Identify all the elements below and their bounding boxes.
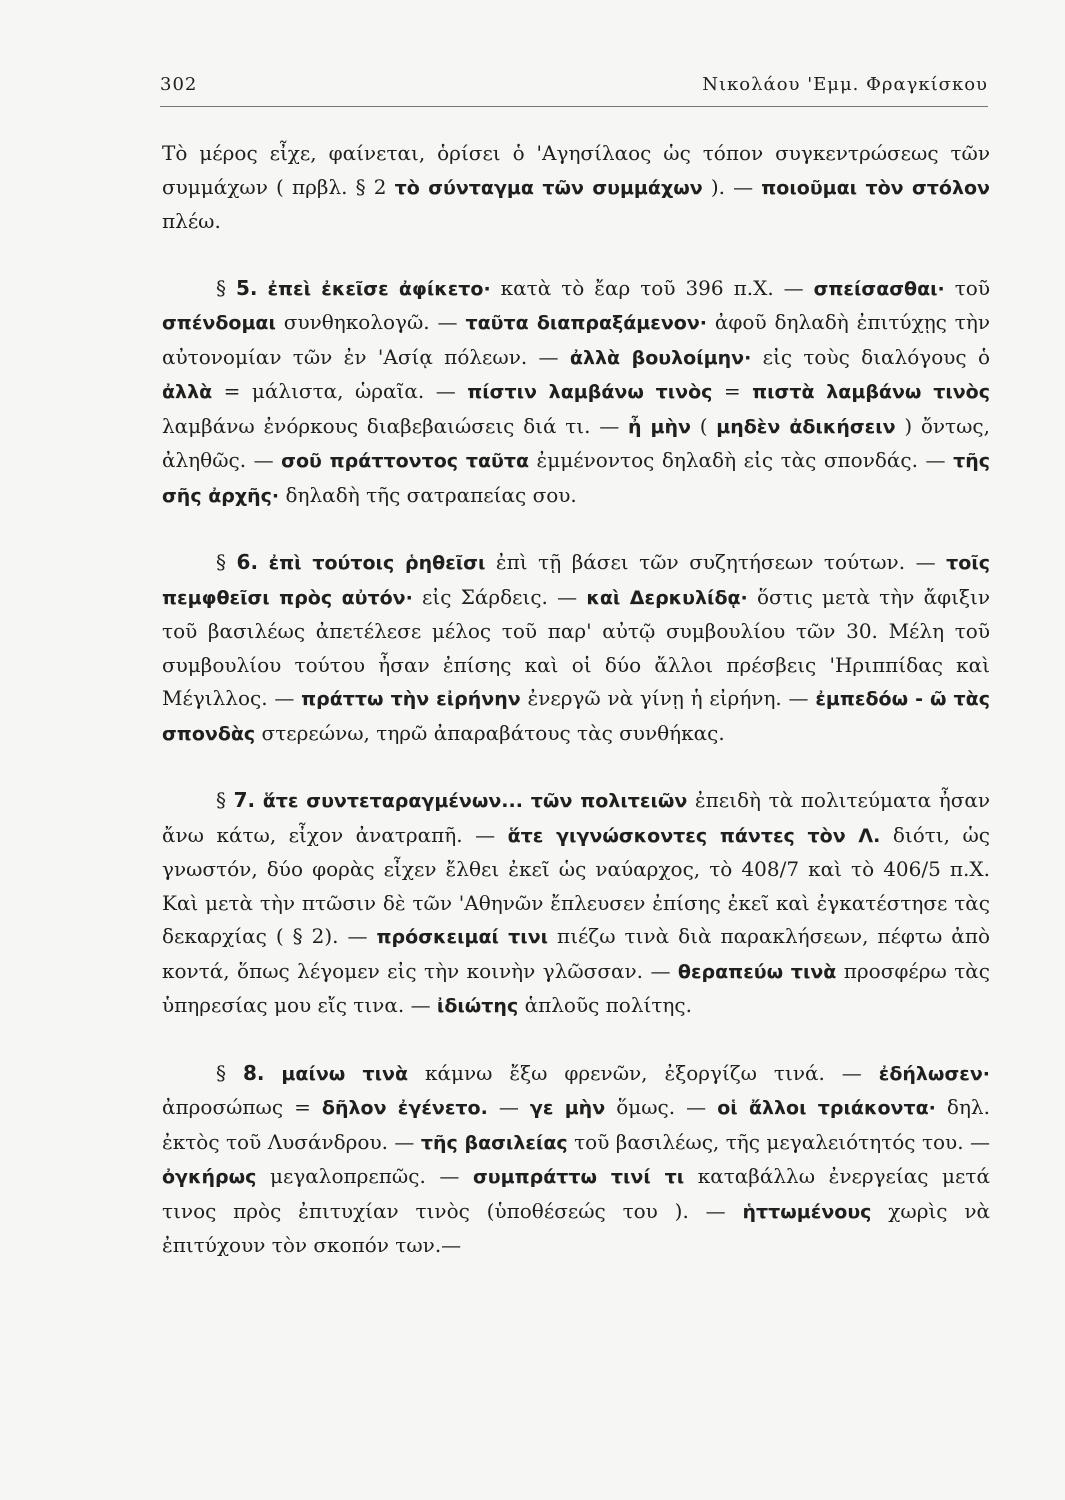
text-run: στερεώνω, τηρῶ ἀπαραβάτους τὰς συνθήκας. [255,720,725,745]
text-run: εἰς τοὺς διαλόγους ὁ [751,344,991,369]
text-run: ἐπειδὴ τὰ πολιτεύματα ἦσαν ἄνω κάτω, εἶχον ἀνατραπῆ. — [162,788,991,847]
bold-term: ἀλλὰ [162,381,213,403]
bold-term: μαίνω τινὰ [281,1062,409,1085]
text-run [258,550,269,574]
bold-term: ποιοῦμαι τὸν στόλον [761,176,991,199]
text-run: κάμνω ἔξω φρενῶν, ἐξοργίζω τινά. — [408,1060,879,1085]
bold-term: πράττω τὴν εἰρήνην [301,688,521,710]
text-run: § [216,275,236,300]
bold-term: ταῦτα διαπραξάμενον· [465,312,707,334]
running-head: Νικολάου 'Εμμ. Φραγκίσκου [702,74,988,95]
text-run: προσφέρω τὰς ὑπηρεσίας μου εἴς τινα. — [162,958,991,1017]
running-header [160,72,988,107]
bold-term: πίστιν λαμβάνω τινὸς [467,381,713,403]
paragraph-section-8 [162,1057,990,1263]
text-run [255,788,263,812]
bold-term: πρόσκειμαί τινι [376,926,549,948]
bold-term: τῆς σῆς ἀρχῆς· [162,450,990,507]
bold-term: τῆς βασιλείας [420,1131,568,1154]
text-run: — [487,1095,530,1119]
bold-term: τοῖς πεμφθεῖσι πρὸς αὐτόν· [162,552,990,609]
text-run: πλέω. [162,209,221,233]
bold-term: δῆλον ἐγένετο. [321,1097,488,1119]
paragraph-section-7 [162,784,990,1024]
text-run: ἐμμένοντος δηλαδὴ εἰς τὰς σπονδάς. — [529,448,954,472]
bold-term: τὸ σύνταγμα τῶν συμμάχων [394,176,703,199]
text-run: χωρὶς νὰ ἐπιτύχουν τὸν σκοπόν των.— [162,1198,990,1257]
text-run: ἀφοῦ δηλαδὴ ἐπιτύχῃς τὴν αὐτονομίαν τῶν ἐν 'Ασίᾳ πόλεων. — [162,310,990,369]
text-run: μεγαλοπρεπῶς. — [256,1164,473,1188]
bold-term: ἐπὶ τούτοις ῥηθεῖσι [268,552,486,574]
paragraph-section-6 [162,546,990,751]
bold-term: ἅτε συντεταραγμένων... τῶν πολιτειῶν [262,790,688,812]
bold-term: καὶ Δερκυλίδᾳ· [586,586,748,609]
text-run: = μάλιστα, ὡραῖα. — [212,379,468,403]
bold-term: ἐμπεδόω - ῶ τὰς σπονδὰς [162,688,990,745]
bold-term: 8. [242,1060,265,1085]
bold-term: γε μὴν [529,1097,606,1119]
bold-term: σοῦ πράττοντος ταῦτα [281,450,530,472]
text-run: § [216,788,234,812]
bold-term: ὀγκήρως [162,1166,257,1188]
bold-term: ἡττωμένους [742,1200,872,1223]
page-number: 302 [160,74,198,95]
text-run: § [216,1060,243,1085]
text-run: δηλ. ἐκτὸς τοῦ Λυσάνδρου. — [162,1095,990,1154]
bold-term: ἰδιώτης [436,995,519,1017]
text-run: ( [690,413,717,438]
text-run: Τὸ μέρος εἶχε, φαίνεται, ὁρίσει ὁ 'Αγησίλαος ὡς τόπον συγκεντρώσεως τῶν συμμάχων ( πρβλ. § 2 [162,141,990,199]
bold-term: ἐπεὶ ἐκεῖσε ἀφίκετο· [267,277,491,300]
text-run: λαμβάνω ἐνόρκους διαβεβαιώσεις διά τι. — [162,413,628,438]
text-run: § [216,550,237,574]
text-run [257,276,267,300]
text-run: ἀπροσώπως = [162,1095,322,1119]
text-run: δηλαδὴ τῆς σατραπείας σου. [279,482,577,507]
bold-term: θεραπεύω τινὰ [677,960,837,983]
text-run: πιέζω τινὰ διὰ παρακλήσεων, πέφτω ἀπὸ κοντά, ὅπως λέγομεν εἰς τὴν κοινὴν γλῶσσαν. — [162,924,990,983]
text-run: ἁπλοῦς πολίτης. [518,993,692,1017]
text-run [264,1061,281,1085]
text-run: κατὰ τὸ ἔαρ τοῦ 396 π.Χ. — [490,275,814,300]
text-run: = [712,379,753,403]
bold-term: μηδὲν ἀδικήσειν [716,415,896,438]
bold-term: σπείσασθαι· [813,277,945,300]
text-run: ). — [702,174,762,199]
bold-term: οἱ ἄλλοι τριάκοντα· [717,1097,936,1119]
paragraph-section-5 [162,272,990,514]
bold-term: ἐδήλωσεν· [878,1062,990,1085]
bold-term: ἀλλὰ βουλοίμην· [569,346,752,369]
bold-term: 5. [235,275,258,300]
text-run: τοῦ βασιλέως, τῆς μεγαλειότητός του. — [567,1129,991,1154]
bold-term: ἅτε γιγνώσκοντες πάντες τὸν Λ. [507,824,881,847]
page-body [162,137,990,1263]
text-run: ἐπὶ τῇ βάσει τῶν συζητήσεων τούτων. — [485,550,947,574]
text-run: ) ὄντως, ἀληθῶς. — [162,413,990,472]
text-run: διότι, ὡς γνωστόν, δύο φορὰς εἶχεν ἔλθει ἐκεῖ ὡς ναύαρχος, τὸ 408/7 καὶ τὸ 406/5 π.Χ. Καὶ μετὰ τὴν πτῶσιν δὲ τῶν 'Αθηνῶν ἔπλευσεν ἐπίσης ἐκεῖ καὶ ἐγκατέστησε τὰς δεκαρχίας ( § 2). — [162,822,990,948]
text-run: καταβάλλω ἐνεργείας μετά τινος πρὸς ἐπιτυχίαν τινὸς (ὑποθέσεώς του ). — [162,1164,990,1223]
text-run: ὅστις μετὰ τὴν ἄφιξιν τοῦ βασιλέως ἀπετέλεσε μέλος τοῦ παρ' αὐτῷ συμβουλίου τῶν 30. Μέλη τοῦ συμβουλίου τούτου ἦσαν ἐπίσης καὶ οἱ δύο ἄλλοι πρέσβεις 'Ηριππίδας καὶ Μέγιλλος. — [162,584,990,710]
bold-term: 6. [236,550,259,574]
text-run: συνθηκολογῶ. — [275,310,466,334]
bold-term: σπένδομαι [162,312,276,334]
bold-term: ἦ μὴν [627,415,691,438]
text-run: εἰς Σάρδεις. — [412,584,587,609]
text-run: τοῦ [944,275,991,300]
text-run: ὅμως. — [605,1095,718,1119]
bold-term: πιστὰ λαμβάνω τινὸς [752,381,990,403]
text-run: ἐνεργῶ νὰ γίνῃ ἡ εἰρήνη. — [520,686,816,710]
bold-term: συμπράττω τινί τι [472,1166,685,1188]
paragraph-intro [162,137,990,239]
bold-term: 7. [233,788,256,812]
